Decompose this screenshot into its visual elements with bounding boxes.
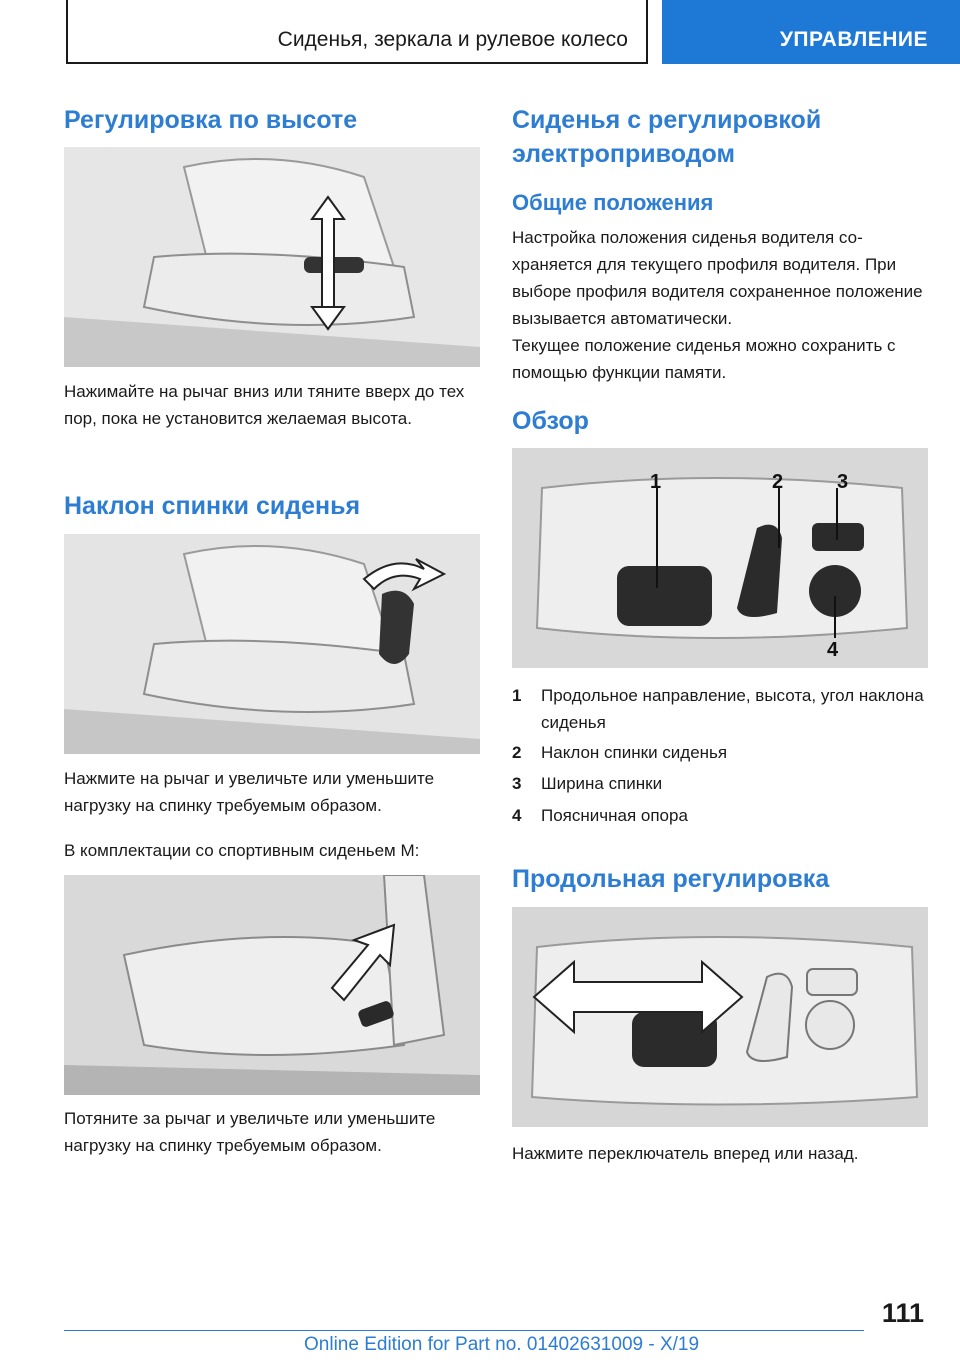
sport-seat-image <box>64 875 480 1095</box>
sport-seat-intro: В комплектации со спортивным сиденьем M: <box>64 841 420 860</box>
overview-heading: Обзор <box>512 407 589 435</box>
legend-number: 2 <box>512 743 522 762</box>
longitudinal-heading: Продольная регулировка <box>512 865 830 893</box>
longitudinal-adjust-image <box>512 907 928 1127</box>
callout-4: 4 <box>827 639 839 661</box>
seat-controls-overview-image <box>512 448 928 668</box>
electric-seats-heading: Сиденья с регулировкой электроприводом <box>512 106 822 168</box>
backrest-heading: Наклон спинки сиденья <box>64 492 361 520</box>
sport-seat-text: Потяните за рычаг и увеличьте или уменьшите нагрузку на спинку требуемым образом. <box>64 1109 436 1155</box>
height-text: Нажимайте на рычаг вниз или тяните вверх до тех пор, пока не установится желаемая высота. <box>64 382 465 428</box>
footer-divider <box>64 1330 864 1331</box>
legend-text: Наклон спинки сиденья <box>541 743 728 762</box>
backrest-text: Нажмите на рычаг и увеличьте или уменьшите нагрузку на спинку требуемым образом. <box>64 769 435 815</box>
general-paragraph-2: Текущее положение сиденья можно сохранить с помощью функции памяти. <box>512 336 896 382</box>
legend-text: Ширина спинки <box>541 774 663 793</box>
legend-text: Продольное направление, высота, угол наклона сиденья <box>541 686 924 732</box>
backrest-image <box>64 534 480 754</box>
header-tab <box>66 0 648 64</box>
section-label: УПРАВЛЕНИЕ <box>779 28 928 51</box>
legend-text: Поясничная опора <box>541 806 688 825</box>
general-paragraph-1: Настройка положения сиденья водителя сохраняется для текущего профиля водителя. При выборе профиля водителя сохраненное положение вызывается автоматически. <box>512 228 923 328</box>
page-number: 111 <box>881 1298 924 1328</box>
legend-number: 4 <box>512 806 522 825</box>
callout-3: 3 <box>837 471 849 493</box>
legend-number: 1 <box>512 686 522 705</box>
seat-height-image <box>64 147 480 367</box>
callout-2: 2 <box>772 471 784 493</box>
longitudinal-text: Нажмите переключатель вперед или назад. <box>512 1144 859 1163</box>
callout-1: 1 <box>650 471 662 493</box>
section-tab <box>662 0 960 64</box>
chapter-title: Сиденья, зеркала и рулевое колесо <box>277 28 628 51</box>
general-heading: Общие положения <box>512 190 714 215</box>
height-heading: Регулировка по высоте <box>64 106 358 134</box>
edition-footer: Online Edition for Part no. 01402631009 - X/19 <box>304 1334 700 1355</box>
legend-number: 3 <box>512 774 522 793</box>
